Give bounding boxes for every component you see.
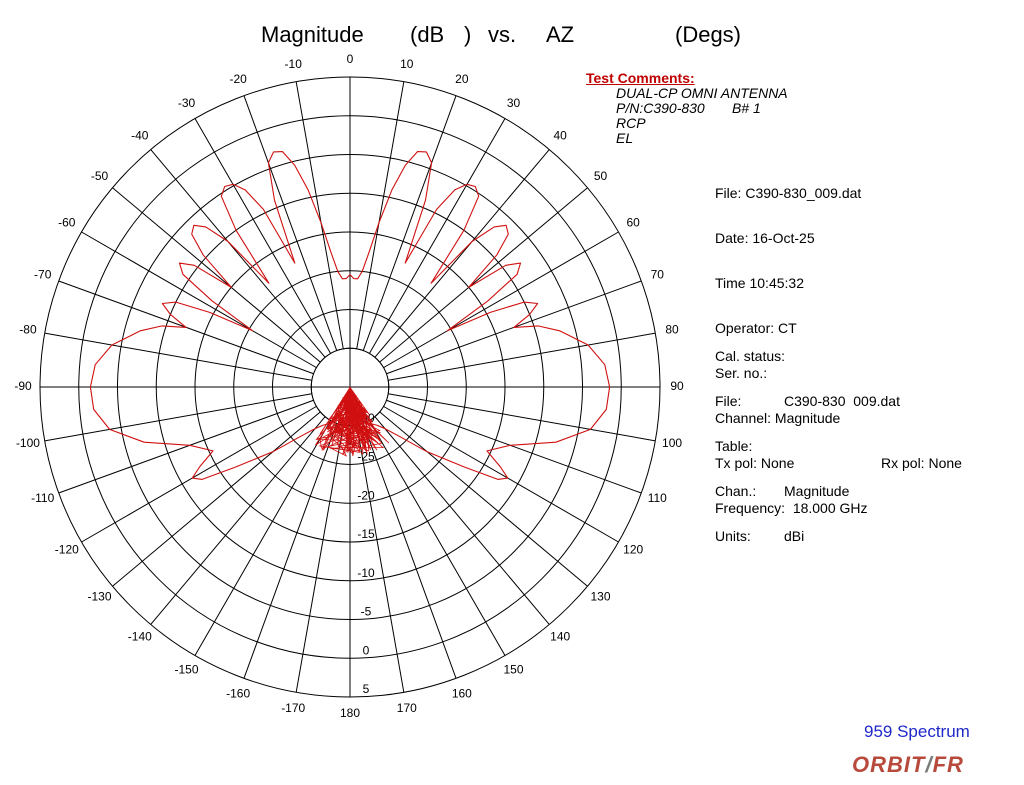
grid-spoke <box>82 406 317 542</box>
grid-spoke <box>244 96 337 351</box>
angle-tick-label: -10 <box>284 57 302 72</box>
cal-chan-value: Magnitude <box>784 483 850 499</box>
radial-tick-label: -30 <box>357 410 375 425</box>
angle-tick-label: 180 <box>339 706 361 721</box>
angle-tick-label: 160 <box>451 686 472 701</box>
angle-tick-label: -90 <box>14 379 32 394</box>
title-degs: (Degs) <box>675 22 742 47</box>
cal-table-label: Table: <box>715 438 753 454</box>
angle-tick-label: -150 <box>174 662 199 677</box>
angle-tick-label: 140 <box>550 629 571 644</box>
angle-tick-label: 130 <box>590 589 611 604</box>
angle-tick-label: -160 <box>226 686 251 701</box>
cal-units-label: Units: <box>715 528 751 544</box>
grid-spoke <box>388 394 655 441</box>
title-vs: vs. <box>488 22 517 47</box>
logo-slash: / <box>925 752 933 777</box>
operator-line: Operator: CT <box>715 320 797 336</box>
angle-tick-label: 90 <box>670 379 684 394</box>
cal-file-line <box>715 393 900 409</box>
grid-spoke <box>113 412 321 586</box>
angle-tick-label: -70 <box>34 267 52 282</box>
comment-line: EL <box>616 130 634 146</box>
title-az: AZ <box>546 22 575 47</box>
angle-tick-label: -130 <box>87 589 112 604</box>
radial-tick-label: -25 <box>357 449 375 464</box>
title-magnitude: Magnitude <box>261 22 364 47</box>
date-line: Date: 16-Oct-25 <box>715 230 815 246</box>
angle-tick-label: -50 <box>90 168 109 183</box>
grid-spoke <box>195 119 331 354</box>
radial-tick-label: -10 <box>357 565 375 580</box>
angle-tick-label: 120 <box>623 542 644 557</box>
angle-tick-label: -60 <box>58 215 76 230</box>
cal-status-heading: Cal. status: <box>715 348 786 364</box>
orbit-fr-logo <box>852 752 964 778</box>
cal-table-line <box>715 439 785 454</box>
grid-spoke <box>384 232 619 368</box>
rx-pol: Rx pol: None <box>881 455 962 471</box>
grid-spoke <box>45 333 312 380</box>
angle-tick-label: 30 <box>506 95 521 110</box>
angle-tick-label: 0 <box>346 52 354 67</box>
time-line: Time 10:45:32 <box>715 275 804 291</box>
title-db: (dB <box>410 22 445 47</box>
cal-units-value: dBi <box>784 528 805 544</box>
radial-labels <box>357 411 375 696</box>
angle-tick-label: -80 <box>19 322 37 337</box>
angle-tick-label: 110 <box>647 491 667 506</box>
radial-tick-label: 5 <box>362 682 370 696</box>
grid-spoke <box>113 188 321 362</box>
angle-tick-label: 80 <box>665 322 679 337</box>
comment-line: DUAL-CP OMNI ANTENNA <box>616 85 788 101</box>
channel-line: Channel: Magnitude <box>715 410 841 426</box>
grid-spoke <box>151 417 325 625</box>
angle-tick-label: -140 <box>127 629 152 644</box>
angle-tick-label: -120 <box>54 542 79 557</box>
radial-tick-label: -5 <box>360 604 372 619</box>
logo-orbit: ORBIT <box>852 752 926 777</box>
comment-line: P/N:C390-830 B# 1 <box>616 100 761 116</box>
radial-tick-label: 0 <box>362 643 370 658</box>
angle-tick-label: 60 <box>626 215 640 230</box>
radial-tick-label: -15 <box>357 527 375 541</box>
frequency-line: Frequency: 18.000 GHz <box>715 500 868 516</box>
angle-tick-label: -110 <box>31 491 55 506</box>
angle-tick-label: -20 <box>229 71 247 86</box>
grid-spoke <box>151 150 325 358</box>
file-line: File: C390-830_009.dat <box>715 185 862 201</box>
angle-tick-label: 70 <box>650 267 664 282</box>
cal-chan-line <box>715 483 850 499</box>
serial-line: Ser. no.: <box>715 365 768 381</box>
angle-tick-label: 40 <box>553 128 567 143</box>
angle-tick-label: 150 <box>503 662 524 677</box>
cal-chan-label: Chan.: <box>715 483 757 499</box>
angle-tick-label: 10 <box>400 57 414 72</box>
title-paren: ) <box>464 22 472 47</box>
product-name: 959 Spectrum <box>864 722 970 741</box>
tx-pol: Tx pol: None <box>715 455 795 471</box>
angle-tick-label: -170 <box>281 701 306 716</box>
test-comments <box>586 71 788 146</box>
angle-tick-label: -30 <box>177 95 196 110</box>
noise-trace <box>315 387 389 456</box>
grid-spoke <box>388 333 655 380</box>
test-comments-heading: Test Comments: <box>586 70 695 86</box>
angle-tick-label: -100 <box>15 435 40 450</box>
radial-tick-label: -20 <box>357 488 375 503</box>
grid-spoke <box>369 119 505 354</box>
comment-line: RCP <box>616 115 646 131</box>
grid-spoke <box>45 394 312 441</box>
grid-spoke <box>82 232 317 368</box>
angle-tick-label: -40 <box>131 128 149 143</box>
grid-spoke <box>363 96 456 351</box>
grid-spoke <box>384 406 619 542</box>
grid-spoke <box>296 425 343 692</box>
grid-spoke <box>296 82 343 349</box>
angle-tick-label: 170 <box>396 701 417 716</box>
cal-units-line <box>715 528 805 544</box>
grid-spoke <box>360 423 456 678</box>
angle-tick-label: 100 <box>662 435 683 450</box>
grid-spoke <box>380 188 588 362</box>
grid-spoke <box>357 82 404 349</box>
grid-spoke <box>380 412 588 586</box>
logo-fr: FR <box>932 752 964 777</box>
cal-file-label: File: <box>715 393 742 409</box>
grid-spoke <box>375 417 549 625</box>
grid-spoke <box>375 150 549 358</box>
angle-tick-label: 20 <box>455 71 469 86</box>
cal-file-value: C390-830 009.dat <box>784 393 900 409</box>
angle-tick-label: 50 <box>593 168 608 183</box>
grid-spoke <box>244 423 337 678</box>
